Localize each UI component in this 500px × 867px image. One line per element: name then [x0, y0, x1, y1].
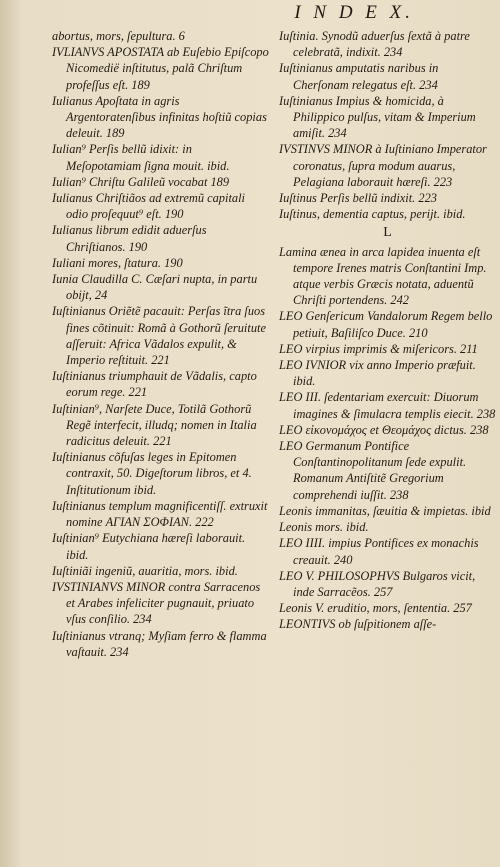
index-entry: Iunia Claudilla C. Cæſari nupta, in partu obijt, 24	[52, 272, 258, 303]
index-columns	[52, 28, 496, 660]
index-entry: LEO IVNIOR vix anno Imperio præfuit. ibid.	[279, 358, 476, 389]
index-entry: Iulian⁹ Perſis bellũ idixit: in Meſopotamiam ſigna mouit. ibid.	[52, 142, 230, 173]
index-entry: Iulian⁹ Chriſtu Galileũ vocabat 189	[52, 174, 230, 189]
section-letter: L	[383, 225, 392, 241]
index-entry: IVSTINVS MINOR à Iuſtiniano Imperator coronatus, ſupra modum auarus, Pelagiana laborauit hæreſi. 223	[279, 142, 487, 189]
index-entry: abortus, mors, ſepultura. 6	[52, 29, 185, 43]
index-entry: LEO Germanum Pontifice Conſtantinopolitanum ſede expulit. Romanum Antiſtitẽ Gregorium comprehendi iuſſit. 238	[279, 439, 467, 502]
index-entry: LEO V. PHILOSOPHVS Bulgaros vicit, inde Sarracẽos. 257	[279, 568, 476, 599]
page-title: I N D E X.	[294, 2, 414, 23]
index-entry: Leonis immanitas, ſæuitia & impietas. ibid	[279, 503, 491, 518]
index-entry: Lamina ænea in arca lapidea inuenta eſt tempore Irenes matris Conſtantini Imp. atque verbis Græcis notata, aduentũ Chriſti portendens. 242	[279, 244, 487, 308]
index-entry: LEONTIVS ob ſuſpitionem aſſe-	[279, 617, 437, 632]
index-entry: Iulianus Chriſtiãos ad extremũ capitali odio proſequut⁹ eſt. 190	[52, 191, 245, 222]
index-entry: Iuſtinianus triumphauit de Vãdalis, capto eorum rege. 221	[52, 369, 257, 400]
index-entry: Iuſtinianus cõfuſas leges in Epitomen contraxit, 50. Digeſtorum libros, et 4. Inſtitutionum ibid.	[52, 450, 252, 497]
index-entry: LEO εἰκονομάχος et Θεομάχος dictus. 238	[279, 422, 489, 437]
index-entry: Iuſtinianus Impius & homicida, à Philippico pulſus, vitam & Imperium amiſit. 234	[279, 93, 476, 141]
index-entry: Iuſtinian⁹, Narſete Duce, Totilã Gothorũ Regẽ interfecit, illudq; nomen in Italia radicitus deleuit. 221	[52, 401, 257, 449]
index-entry: IVLIANVS APOSTATA ab Euſebio Epiſcopo Nicomedië inſtitutus, palã Chriſtum profeſſus eſt. 189	[52, 45, 269, 92]
index-entry: Iuſtinianus vtranq; Myſiam ferro & flamma vaſtauit. 234	[52, 628, 267, 659]
right-column	[279, 28, 496, 660]
index-entry: Iulianus Apoſtata in agris Argentoratenſibus infinitas hoſtiũ copias deleuit. 189	[52, 93, 267, 141]
index-entry: Iuſtinus Perſis bellũ indixit. 223	[279, 191, 437, 206]
index-entry: Iuſtinianus Oriẽtẽ pacauit: Perſas ĩtra ſuos fines cõtinuit: Romã à Gothorũ ſeruitute aſſeruit: Africa Vãdalos expulit, & Imperio reſtituit. 221	[52, 304, 266, 368]
index-entry: Iulianus librum edidit aduerſus Chriſtianos. 190	[52, 223, 207, 254]
index-entry: Iuſtinia. Synodũ aduerſus ſextã à patre celebratã, indixit. 234	[279, 29, 470, 60]
index-entry: LEO Genſericum Vandalorum Regem bello petiuit, Baſiliſco Duce. 210	[279, 309, 493, 340]
index-entry: IVSTINIANVS MINOR contra Sarracenos et Arabes infeliciter pugnauit, priuato vſus conſilio. 234	[52, 579, 261, 627]
index-entry: Iuliani mores, ſtatura. 190	[52, 255, 183, 270]
index-entry: Iuſtinianus amputatis naribus in Cherſonam relegatus eſt. 234	[279, 61, 439, 92]
index-entry: LEO virpius imprimis & miſericors. 211	[279, 341, 478, 356]
left-column	[52, 28, 269, 660]
index-entry: Iuſtinian⁹ Eutychiana hæreſi laborauit. ibid.	[52, 531, 246, 562]
index-entry: Iuſtinianus templum magnificentiſſ. extruxit nomine ΑΓΙΑΝ ΣΟΦΙΑΝ. 222	[52, 498, 268, 530]
index-entry: Leonis mors. ibid.	[279, 520, 369, 535]
index-entry: Iuſtiniãi ingeniũ, auaritia, mors. ibid.	[52, 563, 238, 578]
index-entry: Iuſtinus, dementia captus, perijt. ibid.	[279, 207, 466, 222]
index-entry: LEO III. ſedentariam exercuit: Diuorum imagines & ſimulacra templis eiecit. 238	[279, 390, 496, 421]
index-entry: LEO IIII. impius Pontifices ex monachis creauit. 240	[279, 536, 479, 567]
index-entry: Leonis V. eruditio, mors, ſententia. 257	[279, 601, 472, 616]
